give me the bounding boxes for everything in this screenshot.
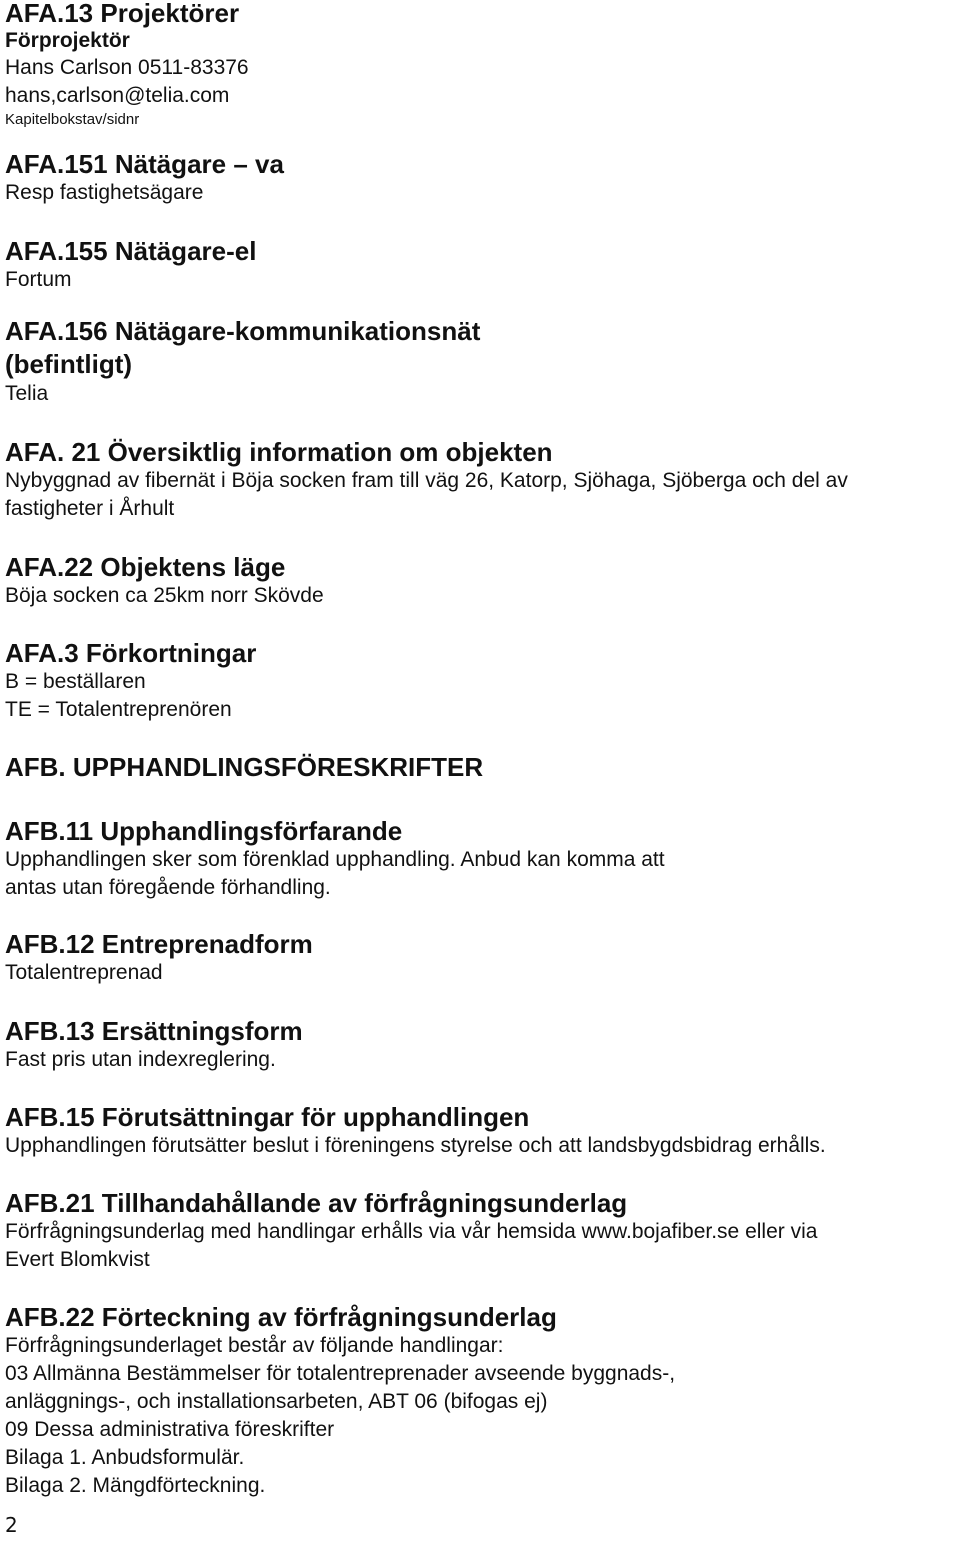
section-text: Upphandlingen förutsätter beslut i föreningens styrelse och att landsbygdsbidrag erhålls. xyxy=(5,1134,826,1157)
section-heading: AFB.15 Förutsättningar för upphandlingen xyxy=(5,1102,530,1132)
section-text-cont: fastigheter i Århult xyxy=(5,497,175,520)
section-text: Upphandlingen sker som förenklad upphandling. Anbud kan komma att xyxy=(5,848,665,871)
section-afb12 xyxy=(5,929,313,987)
section-heading: AFA.156 Nätägare-kommunikationsnät xyxy=(5,316,481,346)
section-heading-cont: (befintligt) xyxy=(5,349,133,379)
section-text-cont: antas utan föregående förhandling. xyxy=(5,876,331,899)
section-afb15 xyxy=(5,1102,826,1160)
document-list-item: 03 Allmänna Bestämmelser för totalentreprenader avseende byggnads-, xyxy=(5,1362,676,1385)
section-afa156 xyxy=(5,316,480,408)
section-heading: AFB.21 Tillhandahållande av förfrågningsunderlag xyxy=(5,1188,628,1218)
section-afa151 xyxy=(5,149,284,207)
section-text: Nybyggnad av fibernät i Böja socken fram till väg 26, Katorp, Sjöhaga, Sjöberga och del av xyxy=(5,469,848,492)
section-heading: AFB.22 Förteckning av förfrågningsunderlag xyxy=(5,1302,557,1332)
section-afb11 xyxy=(5,816,665,902)
section-text: Totalentreprenad xyxy=(5,961,163,984)
page-number: 2 xyxy=(5,1513,18,1537)
section-heading: AFA.151 Nätägare – va xyxy=(5,149,284,179)
document-list-item: Bilaga 2. Mängdförteckning. xyxy=(5,1474,266,1497)
document-list-item: Bilaga 1. Anbudsformulär. xyxy=(5,1446,245,1469)
section-heading: AFA. 21 Översiktlig information om objekten xyxy=(5,437,553,467)
document-list-item: 09 Dessa administrativa föreskrifter xyxy=(5,1418,335,1441)
section-heading: AFB.12 Entreprenadform xyxy=(5,929,313,959)
chapter-heading: AFB. UPPHANDLINGSFÖRESKRIFTER xyxy=(5,752,484,782)
section-afa22 xyxy=(5,552,324,610)
section-heading: AFA.155 Nätägare-el xyxy=(5,236,257,266)
section-text-cont: Evert Blomkvist xyxy=(5,1248,150,1271)
section-afa13 xyxy=(5,0,249,130)
section-afa155 xyxy=(5,236,256,294)
section-text: Resp fastighetsägare xyxy=(5,181,204,204)
section-heading: AFB.13 Ersättningsform xyxy=(5,1016,303,1046)
section-heading: AFA.22 Objektens läge xyxy=(5,552,286,582)
abbreviation-b: B = beställaren xyxy=(5,670,146,693)
contact-email: hans,carlson@telia.com xyxy=(5,84,230,107)
contact-name-phone: Hans Carlson 0511-83376 xyxy=(5,56,249,79)
section-afa21 xyxy=(5,437,848,523)
section-heading: AFA.13 Projektörer xyxy=(5,0,240,28)
section-text: Fortum xyxy=(5,268,72,291)
section-afa3 xyxy=(5,638,256,724)
section-subheading: Förprojektör xyxy=(5,29,130,52)
section-afb xyxy=(5,752,483,782)
document-list-item: Förfrågningsunderlaget består av följande handlingar: xyxy=(5,1334,504,1357)
section-text: Böja socken ca 25km norr Skövde xyxy=(5,584,324,607)
section-text: Fast pris utan indexreglering. xyxy=(5,1048,276,1071)
section-text: Förfrågningsunderlag med handlingar erhålls via vår hemsida www.bojafiber.se eller via xyxy=(5,1220,818,1243)
abbreviation-te: TE = Totalentreprenören xyxy=(5,698,232,721)
section-heading: AFA.3 Förkortningar xyxy=(5,638,257,668)
section-afb13 xyxy=(5,1016,303,1074)
section-afb22 xyxy=(5,1302,675,1500)
section-afb21 xyxy=(5,1188,817,1274)
section-text: Telia xyxy=(5,382,49,405)
document-list-item: anläggnings-, och installationsarbeten, ABT 06 (bifogas ej) xyxy=(5,1390,548,1413)
section-heading: AFB.11 Upphandlingsförfarande xyxy=(5,816,403,846)
chapter-note: Kapitelbokstav/sidnr xyxy=(5,111,140,128)
